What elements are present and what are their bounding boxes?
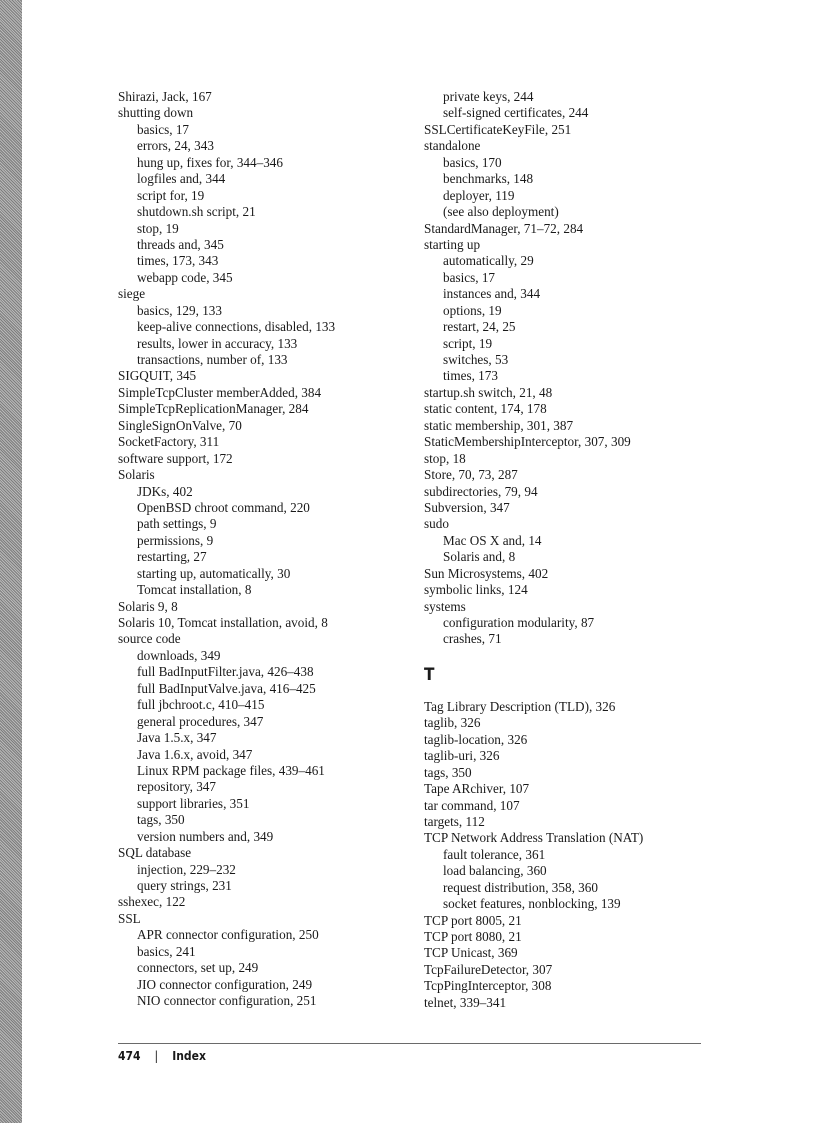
index-entry: stop, 18: [424, 450, 466, 466]
index-entry: SimpleTcpReplicationManager, 284: [118, 401, 309, 417]
page-number: 474: [118, 1049, 141, 1063]
index-subentry: fault tolerance, 361: [443, 846, 546, 862]
index-entry: sshexec, 122: [118, 894, 186, 910]
index-subentry: Java 1.6.x, avoid, 347: [137, 746, 253, 762]
index-subentry: keep-alive connections, disabled, 133: [137, 319, 336, 335]
index-entry: TCP Network Address Translation (NAT): [424, 830, 644, 846]
index-subentry: NIO connector configuration, 251: [137, 993, 317, 1009]
index-entry: standalone: [424, 138, 481, 154]
index-subentry: injection, 229–232: [137, 861, 236, 877]
index-entry: TcpPingInterceptor, 308: [424, 978, 552, 994]
index-subentry: JDKs, 402: [137, 483, 193, 499]
index-entry: systems: [424, 598, 466, 614]
index-entry: starting up: [424, 236, 481, 252]
index-entry: StaticMembershipInterceptor, 307, 309: [424, 434, 631, 450]
index-entry: tar command, 107: [424, 797, 520, 813]
index-entry: taglib, 326: [424, 715, 481, 731]
index-subentry: (see also deployment): [443, 204, 559, 220]
index-group-right-bottom: [424, 699, 714, 1011]
index-entry: Tape ARchiver, 107: [424, 781, 530, 797]
index-subentry: starting up, automatically, 30: [137, 565, 291, 581]
index-entry: SSLCertificateKeyFile, 251: [424, 121, 572, 137]
index-subentry: basics, 241: [137, 943, 196, 959]
index-entry: taglib-uri, 326: [424, 748, 500, 764]
index-entry: Solaris 10, Tomcat installation, avoid, 8: [118, 615, 328, 630]
section-letter-heading: T: [424, 664, 435, 685]
index-subentry: configuration modularity, 87: [443, 615, 595, 630]
index-subentry: Tomcat installation, 8: [137, 582, 252, 598]
index-entry: Subversion, 347: [424, 499, 510, 515]
index-entry: SingleSignOnValve, 70: [118, 417, 242, 433]
index-subentry: socket features, nonblocking, 139: [443, 896, 621, 912]
index-subentry: hung up, fixes for, 344–346: [137, 154, 283, 170]
index-subentry: restarting, 27: [137, 549, 207, 565]
index-entry: SQL database: [118, 845, 192, 861]
index-entry: Tag Library Description (TLD), 326: [424, 698, 616, 714]
index-subentry: threads and, 345: [137, 236, 224, 252]
index-subentry: automatically, 29: [443, 253, 534, 269]
index-entry: TcpFailureDetector, 307: [424, 961, 553, 977]
index-entry: shutting down: [118, 105, 194, 121]
index-entry: siege: [118, 286, 146, 302]
index-subentry: benchmarks, 148: [443, 171, 534, 187]
index-subentry: basics, 17: [137, 121, 190, 137]
index-subentry: restart, 24, 25: [443, 319, 516, 335]
index-entry: tags, 350: [424, 764, 472, 780]
index-subentry: script, 19: [443, 335, 493, 351]
index-entry: static content, 174, 178: [424, 401, 547, 417]
index-entry: static membership, 301, 387: [424, 417, 574, 433]
index-entry: Solaris: [118, 467, 155, 483]
index-subentry: full BadInputFilter.java, 426–438: [137, 664, 314, 680]
footer-rule: [118, 1043, 701, 1044]
index-entry: SSL: [118, 910, 141, 926]
index-subentry: full BadInputValve.java, 416–425: [137, 680, 316, 696]
index-subentry: support libraries, 351: [137, 795, 250, 811]
index-entry: taglib-location, 326: [424, 731, 528, 747]
index-subentry: JIO connector configuration, 249: [137, 976, 313, 992]
index-entry: telnet, 339–341: [424, 994, 507, 1010]
index-subentry: times, 173, 343: [137, 253, 219, 269]
index-entry: Sun Microsystems, 402: [424, 565, 549, 581]
index-entry: subdirectories, 79, 94: [424, 483, 538, 499]
index-subentry: version numbers and, 349: [137, 828, 274, 844]
index-subentry: basics, 170: [443, 154, 502, 170]
index-entry: SocketFactory, 311: [118, 434, 220, 450]
index-entry: source code: [118, 631, 181, 647]
index-subentry: load balancing, 360: [443, 863, 547, 879]
footer-section-title: Index: [172, 1049, 206, 1063]
index-subentry: transactions, number of, 133: [137, 352, 288, 367]
page-footer: [118, 1049, 206, 1063]
index-entry: Solaris 9, 8: [118, 598, 178, 614]
index-entry: Shirazi, Jack, 167: [118, 89, 212, 104]
index-entry: symbolic links, 124: [424, 582, 528, 598]
index-subentry: self-signed certificates, 244: [443, 105, 589, 121]
index-subentry: Mac OS X and, 14: [443, 532, 542, 548]
index-entry: TCP port 8080, 21: [424, 929, 522, 944]
index-subentry: APR connector configuration, 250: [137, 927, 319, 943]
index-entry: software support, 172: [118, 450, 233, 466]
index-entry: TCP Unicast, 369: [424, 945, 518, 961]
index-subentry: connectors, set up, 249: [137, 960, 259, 976]
index-entry: SimpleTcpCluster memberAdded, 384: [118, 384, 322, 400]
page-edge-shadow: [0, 0, 22, 1123]
index-entry: startup.sh switch, 21, 48: [424, 384, 553, 400]
index-subentry: Linux RPM package files, 439–461: [137, 762, 325, 778]
index-subentry: tags, 350: [137, 812, 185, 828]
index-subentry: stop, 19: [137, 220, 179, 236]
index-subentry: times, 173: [443, 368, 498, 384]
index-subentry: OpenBSD chroot command, 220: [137, 499, 310, 515]
index-group-right-top: [424, 89, 714, 648]
index-subentry: query strings, 231: [137, 878, 232, 893]
index-subentry: general procedures, 347: [137, 713, 264, 729]
index-subentry: repository, 347: [137, 779, 216, 795]
index-subentry: path settings, 9: [137, 516, 217, 532]
index-subentry: basics, 17: [443, 269, 496, 285]
footer-separator: |: [154, 1049, 159, 1063]
index-subentry: instances and, 344: [443, 286, 541, 302]
index-entry: TCP port 8005, 21: [424, 912, 522, 928]
index-entry: targets, 112: [424, 813, 485, 829]
index-subentry: permissions, 9: [137, 532, 214, 548]
index-subentry: errors, 24, 343: [137, 138, 214, 154]
index-entry: StandardManager, 71–72, 284: [424, 220, 584, 236]
index-entry: Store, 70, 73, 287: [424, 467, 518, 483]
index-subentry: switches, 53: [443, 352, 509, 367]
index-subentry: basics, 129, 133: [137, 302, 222, 318]
index-subentry: deployer, 119: [443, 187, 515, 203]
index-subentry: Java 1.5.x, 347: [137, 730, 217, 746]
index-subentry: request distribution, 358, 360: [443, 879, 598, 895]
index-subentry: options, 19: [443, 302, 502, 318]
index-subentry: full jbchroot.c, 410–415: [137, 697, 265, 713]
index-subentry: shutdown.sh script, 21: [137, 204, 256, 220]
index-subentry: results, lower in accuracy, 133: [137, 335, 298, 351]
index-entry: SIGQUIT, 345: [118, 368, 197, 384]
index-subentry: downloads, 349: [137, 647, 221, 663]
index-subentry: Solaris and, 8: [443, 549, 516, 565]
index-entry: sudo: [424, 516, 449, 532]
index-column-left: [118, 89, 408, 1010]
index-subentry: logfiles and, 344: [137, 171, 226, 187]
index-subentry: webapp code, 345: [137, 269, 233, 285]
index-subentry: private keys, 244: [443, 89, 534, 104]
index-subentry: crashes, 71: [443, 631, 502, 647]
index-subentry: script for, 19: [137, 187, 205, 203]
index-column-right: [424, 89, 714, 1011]
